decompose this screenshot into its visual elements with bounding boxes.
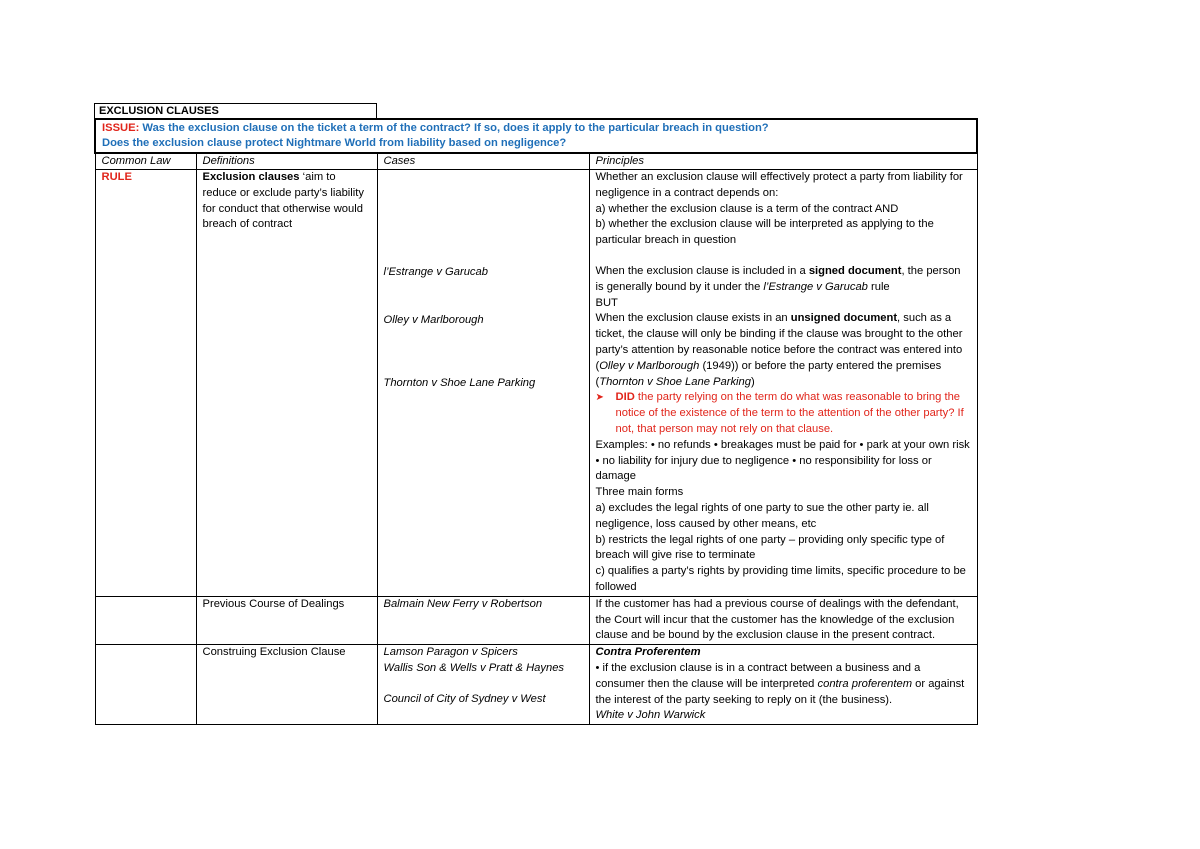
issue-cell xyxy=(95,119,977,153)
course-row xyxy=(95,596,977,644)
form-b: b) restricts the legal rights of one party – providing only specific type of breach will give rise to terminate xyxy=(595,533,945,562)
case-white-warwick: White v John Warwick xyxy=(595,709,706,722)
arrow-bullet-icon: ➤ xyxy=(595,392,604,404)
notice-bullet xyxy=(596,390,971,437)
rule-principles-cell xyxy=(589,170,977,597)
rule-label-cell xyxy=(95,170,196,597)
unsigned-text-1: When the exclusion clause exists in an xyxy=(595,312,791,325)
principle-a: a) whether the exclusion clause is a term of the contract AND xyxy=(595,202,899,215)
contra-proferentem-heading: Contra Proferentem xyxy=(595,646,701,659)
notice-bold: DID xyxy=(615,391,635,404)
contra-text-1: • if the exclusion clause is in a contract between a business and a consumer then the clause will be interpreted xyxy=(595,661,921,690)
unsigned-text-3: (1949)) or before the party entered the premises ( xyxy=(595,359,942,388)
construing-empty-cell xyxy=(95,645,196,725)
course-principle: If the customer has had a previous course of dealings with the defendant, the Court will incur that the customer has the knowledge of the exclusion clause and be bound by the exclusion clause in the present contract. xyxy=(589,596,977,644)
definition-text: ‘aim to reduce or exclude party’s liability for conduct that otherwise would breach of contract xyxy=(202,171,364,231)
header-cases: Cases xyxy=(377,153,589,170)
signed-text-2: , the person is generally bound by it under the xyxy=(595,264,961,293)
rule-label: RULE xyxy=(101,171,132,183)
notice-rest: the party relying on the term do what was reasonable to bring the notice of the existence of the term to the attention of the other party? If not, that person may not rely on that clause. xyxy=(615,391,964,435)
signed-text-1: When the exclusion clause is included in a xyxy=(595,264,809,277)
principle-b: b) whether the exclusion clause will be interpreted as applying to the particular breach in question xyxy=(595,218,934,247)
case-wallis: Wallis Son & Wells v Pratt & Haynes xyxy=(383,661,565,674)
header-principles: Principles xyxy=(589,153,977,170)
rule-cases-cell xyxy=(377,170,589,597)
three-forms-heading: Three main forms xyxy=(595,486,684,499)
construing-cases-cell xyxy=(377,645,589,725)
unsigned-case-2: Thornton v Shoe Lane Parking xyxy=(599,375,751,388)
case-thornton: Thornton v Shoe Lane Parking xyxy=(383,376,536,389)
principle-signed xyxy=(596,264,971,296)
form-a: a) excludes the legal rights of one party to sue the other party ie. all negligence, loss caused by other means, etc xyxy=(595,501,929,530)
contra-text-2: or against the interest of the party seeking to reply on it (the business). xyxy=(595,677,965,706)
header-row xyxy=(95,153,977,170)
case-olley: Olley v Marlborough xyxy=(383,313,484,326)
signed-bold: signed document xyxy=(808,264,902,277)
examples-text: Examples: • no refunds • breakages must be paid for • park at your own risk • no liability for injury due to negligence • no responsibility for loss or damage xyxy=(595,438,970,483)
construing-row xyxy=(95,645,977,725)
contra-italic: contra proferentem xyxy=(817,677,913,690)
principle-intro: Whether an exclusion clause will effectively protect a party from liability for negligence in a contract depends on: xyxy=(595,171,963,199)
rule-row xyxy=(95,170,977,597)
issue-line-2: Does the exclusion clause protect Nightmare World from liability based on negligence? xyxy=(102,137,567,149)
principle-but: BUT xyxy=(595,296,618,309)
exclusion-clauses-table xyxy=(94,118,978,725)
course-case: Balmain New Ferry v Robertson xyxy=(377,596,589,644)
issue-question-1: Was the exclusion clause on the ticket a term of the contract? If so, does it apply to the particular breach in question? xyxy=(139,122,769,134)
case-lestrange: l’Estrange v Garucab xyxy=(383,266,488,278)
issue-line-1 xyxy=(102,121,970,136)
header-common-law: Common Law xyxy=(95,153,196,170)
course-empty-cell xyxy=(95,596,196,644)
notice-text xyxy=(616,390,971,437)
construing-definition: Construing Exclusion Clause xyxy=(196,645,377,725)
form-c: c) qualifies a party’s rights by providing time limits, specific procedure to be followed xyxy=(595,565,966,593)
unsigned-text-4: ) xyxy=(751,375,755,388)
unsigned-text-2: , such as a ticket, the clause will only be binding if the clause was brought to the other party’s attention by reasonable notice before the contract was entered into ( xyxy=(595,312,963,372)
rule-definition-cell xyxy=(196,170,377,597)
case-council-sydney: Council of City of Sydney v West xyxy=(383,692,546,705)
course-definition: Previous Course of Dealings xyxy=(196,596,377,644)
document-title: EXCLUSION CLAUSES xyxy=(94,103,377,119)
issue-label: ISSUE: xyxy=(102,122,140,134)
signed-case: l’Estrange v Garucab xyxy=(763,280,868,293)
unsigned-bold: unsigned document xyxy=(790,312,898,325)
case-lamson: Lamson Paragon v Spicers xyxy=(383,646,518,659)
header-definitions: Definitions xyxy=(196,153,377,170)
signed-text-3: rule xyxy=(867,280,890,293)
construing-principles-cell xyxy=(589,645,977,725)
contra-proferentem-text xyxy=(596,661,971,708)
definition-term: Exclusion clauses xyxy=(202,171,300,183)
principle-unsigned xyxy=(596,311,971,390)
unsigned-case-1: Olley v Marlborough xyxy=(599,359,700,372)
